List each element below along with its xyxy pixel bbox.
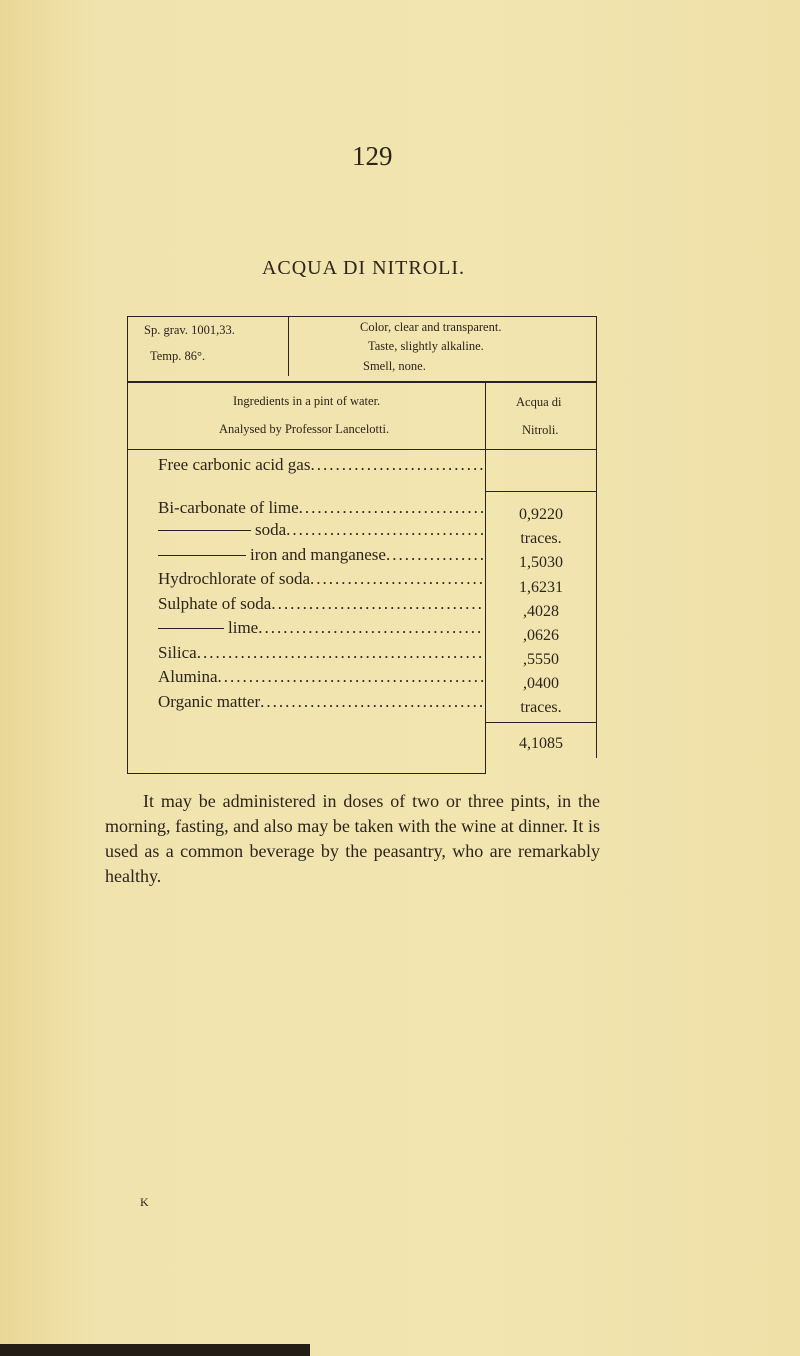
ingredient-value: traces.: [520, 699, 562, 716]
ingredient-value: ,0400: [523, 675, 559, 692]
ingredient-row: [158, 497, 484, 519]
ingredient-name: Sulphate of soda: [158, 594, 272, 613]
analysed-by: Analysed by Professor Lancelotti.: [219, 422, 390, 436]
ingredient-name: Organic matter: [158, 692, 261, 711]
ingredient-name: soda: [255, 520, 287, 539]
ingredient-row: [158, 642, 484, 664]
ingredient-name: lime: [228, 618, 259, 637]
ingredients-heading: Ingredients in a pint of water.: [233, 394, 381, 408]
taste-note: Taste, slightly alkaline.: [368, 339, 484, 353]
header-rule: [127, 381, 597, 383]
table-bottom-rule: [127, 773, 486, 774]
ingredient-row: [158, 617, 484, 639]
ingredient-row: [158, 519, 484, 541]
subheader-rule: [127, 449, 597, 450]
ingredient-value: ,5550: [523, 651, 559, 668]
header-divider: [288, 316, 289, 376]
ingredient-row: [158, 666, 484, 688]
smell-note: Smell, none.: [363, 359, 426, 373]
usage-paragraph: [105, 789, 600, 889]
ditto-dash: [158, 519, 251, 531]
ingredient-name: Bi-carbonate of lime: [158, 498, 299, 517]
total-value: 4,1085: [519, 735, 563, 752]
temperature: Temp. 86°.: [150, 349, 206, 363]
usage-text: It may be administered in doses of two or three pints, in the morning, fasting, and also may be taken with the wine at dinner. It is used as a common beverage by the peasantry, who are remarkably healthy.: [105, 791, 600, 886]
ingredient-value: ,4028: [523, 603, 559, 620]
page-number: 129: [352, 141, 393, 171]
ingredient-value: 1,6231: [519, 579, 563, 596]
ingredient-row: [158, 593, 484, 615]
ditto-dash: [158, 617, 224, 629]
ingredient-name: Free carbonic acid gas: [158, 455, 311, 474]
ingredient-row: [158, 544, 484, 566]
color-note: Color, clear and transparent.: [360, 320, 502, 334]
table-left-rule: [127, 316, 128, 774]
column-heading-nitroli: Nitroli.: [522, 423, 559, 437]
value-rule: [485, 491, 597, 492]
ingredient-value: 0,9220: [519, 506, 563, 523]
column-rule-upper: [485, 381, 486, 449]
table-top-rule: [127, 316, 597, 317]
total-rule: [485, 722, 597, 723]
column-heading-acqua: Acqua di: [516, 395, 562, 409]
ingredient-row: [158, 691, 484, 713]
page-title: ACQUA DI NITROLI.: [261, 257, 466, 279]
ditto-dash: [158, 544, 246, 556]
ingredient-value: ,0626: [523, 627, 559, 644]
ingredient-name: Hydrochlorate of soda: [158, 569, 311, 588]
ingredient-value: traces.: [520, 530, 562, 547]
ingredient-name: Silica: [158, 643, 197, 662]
ingredient-value: 1,5030: [519, 554, 563, 571]
scan-edge: [0, 1344, 310, 1356]
specific-gravity: Sp. grav. 1001,33.: [144, 323, 235, 337]
signature-mark: K: [140, 1195, 149, 1209]
ingredient-row: [158, 568, 484, 590]
ingredient-row: [158, 454, 484, 476]
ingredient-name: Alumina: [158, 667, 218, 686]
ingredient-name: iron and manganese: [250, 545, 386, 564]
